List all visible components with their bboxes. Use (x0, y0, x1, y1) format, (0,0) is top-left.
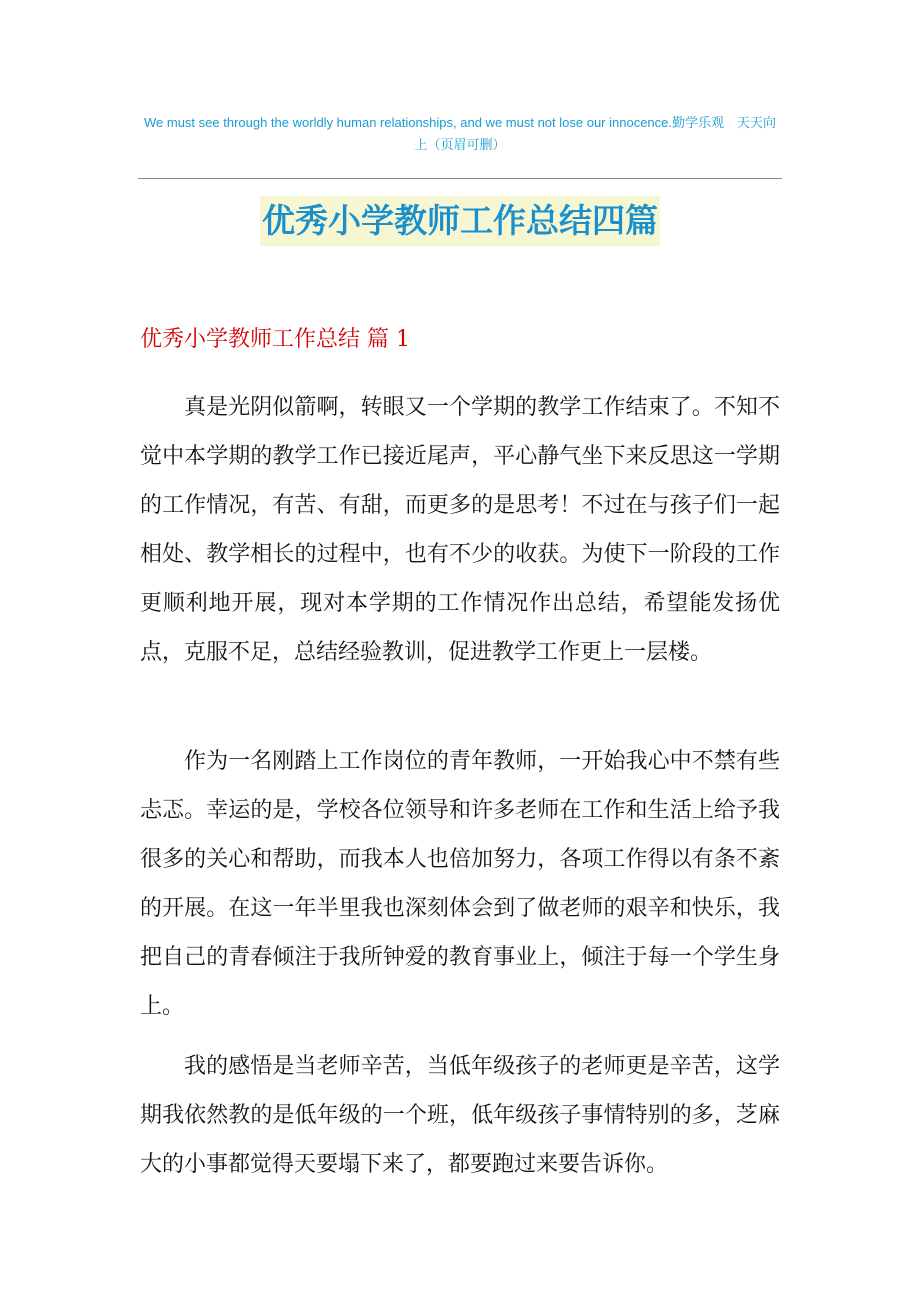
body-paragraph-3: 我的感悟是当老师辛苦，当低年级孩子的老师更是辛苦，这学期我依然教的是低年级的一个班，低年级孩子事情特别的多，芝麻大的小事都觉得天要塌下来了，都要跑过来要告诉你。 (140, 1054, 780, 1177)
body-paragraph-1: 真是光阴似箭啊，转眼又一个学期的教学工作结束了。不知不觉中本学期的教学工作已接近尾声，平心静气坐下来反思这一学期的工作情况，有苦、有甜，而更多的是思考！不过在与孩子们一起相处、教学相长的过程中，也有不少的收获。为使下一阶段的工作更顺利地开展，现对本学期的工作情况作出总结，希望能发扬优点，克服不足，总结经验教训，促进教学工作更上一层楼。 (140, 395, 780, 665)
document-title: 优秀小学教师工作总结四篇 (260, 196, 660, 246)
body-paragraph-2: 作为一名刚踏上工作岗位的青年教师，一开始我心中不禁有些忐忑。幸运的是，学校各位领导和许多老师在工作和生活上给予我很多的关心和帮助，而我本人也倍加努力，各项工作得以有条不紊的开展。在这一年半里我也深刻体会到了做老师的艰辛和快乐，我把自己的青春倾注于我所钟爱的教育事业上，倾注于每一个学生身上。 (140, 749, 780, 1019)
document-title-container (0, 196, 920, 246)
section-heading: 优秀小学教师工作总结 篇 1 (140, 327, 410, 352)
header-divider (138, 178, 782, 179)
page-header-text: We must see through the worldly human relationships, and we must not lose our innocence.勤学乐观 天天向上（页眉可删） (144, 115, 776, 152)
